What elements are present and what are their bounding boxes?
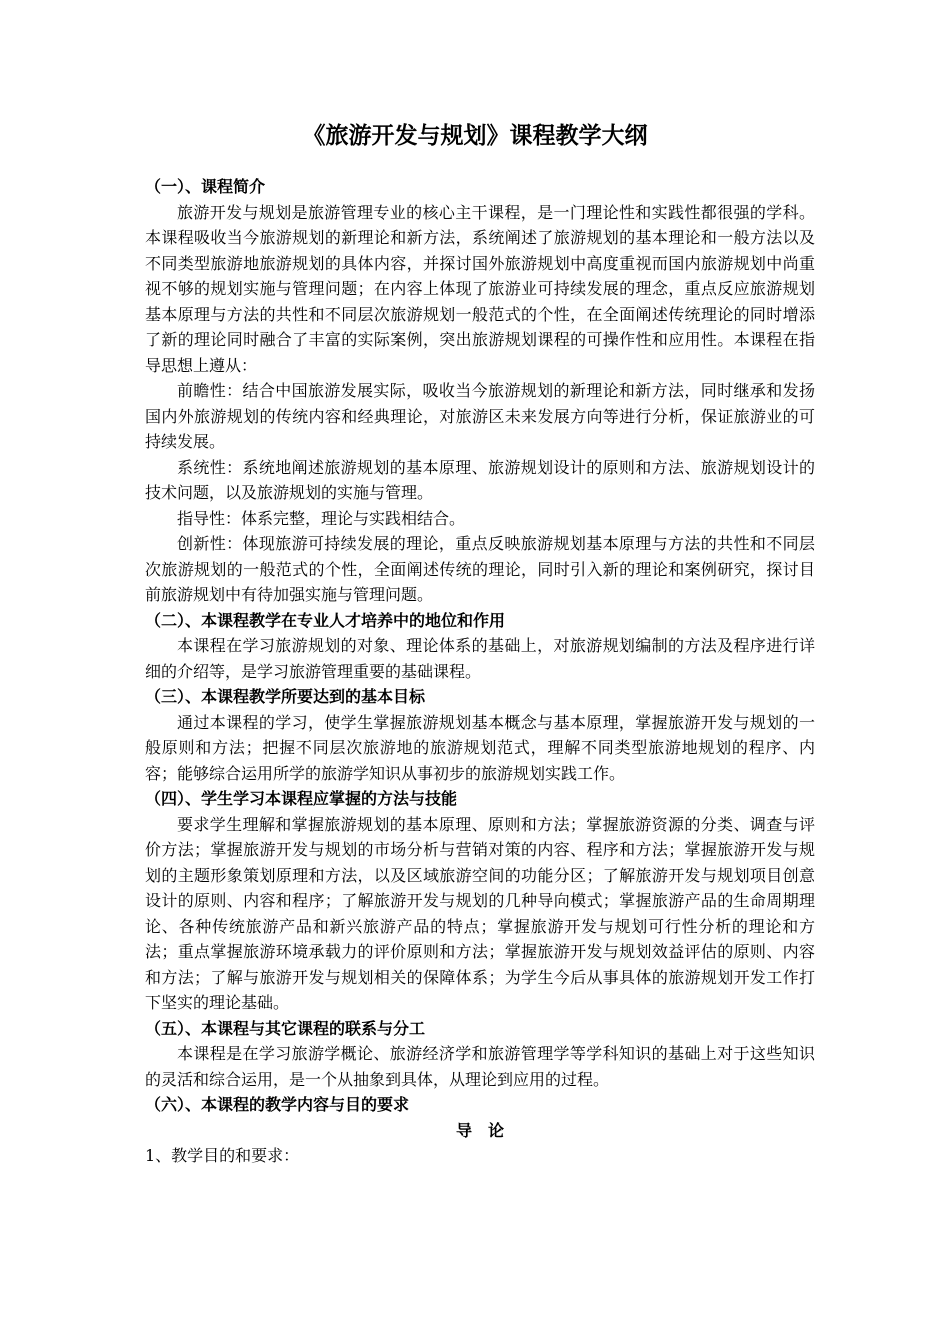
paragraph: 本课程在学习旅游规划的对象、理论体系的基础上，对旅游规划编制的方法及程序进行详细的介绍等，是学习旅游管理重要的基础课程。 [145, 636, 815, 681]
section-heading: （四）、学生学习本课程应掌握的方法与技能 [145, 789, 458, 808]
paragraph: 通过本课程的学习，使学生掌握旅游规划基本概念与基本原理，掌握旅游开发与规划的一般原则和方法；把握不同层次旅游地的旅游规划范式，理解不同类型旅游地规划的程序、内容；能够综合运用所学的旅游学知识从事初步的旅游规划实践工作。 [145, 712, 815, 783]
paragraph: 创新性：体现旅游可持续发展的理论，重点反映旅游规划基本原理与方法的共性和不同层次旅游规划的一般范式的个性，全面阐述传统的理论，同时引入新的理论和案例研究，探讨目前旅游规划中有待加强实施与管理问题。 [145, 534, 815, 604]
paragraph: 前瞻性：结合中国旅游发展实际，吸收当今旅游规划的新理论和新方法，同时继承和发扬国内外旅游规划的传统内容和经典理论，对旅游区未来发展方向等进行分析，保证旅游业的可持续发展。 [145, 381, 815, 451]
page-title: 《旅游开发与规划》课程教学大纲 [302, 122, 648, 149]
paragraph: 旅游开发与规划是旅游管理专业的核心主干课程，是一门理论性和实践性都很强的学科。本课程吸收当今旅游规划的新理论和新方法，系统阐述了旅游规划的基本理论和一般方法以及不同类型旅游地旅游规划的具体内容，并探讨国外旅游规划中高度重视而国内旅游规划中尚重视不够的规划实施与管理问题；在内容上体现了旅游业可持续发展的理念，重点反应旅游规划基本原理与方法的共性和不同层次旅游规划一般范式的个性，在全面阐述传统理论的同时增添了新的理论同时融合了丰富的实际案例，突出旅游规划课程的可操作性和应用性。本课程在指导思想上遵从： [145, 202, 815, 375]
chapter-heading: 导论 [455, 1120, 520, 1140]
section-heading: （一）、课程简介 [145, 177, 266, 196]
section-heading: （三）、本课程教学所要达到的基本目标 [145, 687, 426, 706]
paragraph: 系统性：系统地阐述旅游规划的基本原理、旅游规划设计的原则和方法、旅游规划设计的技术问题，以及旅游规划的实施与管理。 [145, 457, 815, 502]
paragraph: 要求学生理解和掌握旅游规划的基本原理、原则和方法；掌握旅游资源的分类、调查与评价方法；掌握旅游开发与规划的市场分析与营销对策的内容、程序和方法；掌握旅游开发与规划的主题形象策划原理和方法，以及区域旅游空间的功能分区；了解旅游开发与规划项目创意设计的原则、内容和程序；了解旅游开发与规划的几种导向模式；掌握旅游产品的生命周期理论、各种传统旅游产品和新兴旅游产品的特点；掌握旅游开发与规划可行性分析的理论和方法；重点掌握旅游环境承载力的评价原则和方法；掌握旅游开发与规划效益评估的原则、内容和方法；了解与旅游开发与规划相关的保障体系；为学生今后从事具体的旅游规划开发工作打下坚实的理论基础。 [145, 814, 815, 1012]
section-heading: （六）、本课程的教学内容与目的要求 [145, 1095, 410, 1114]
document-body [145, 174, 815, 1169]
list-item: 1、教学目的和要求： [145, 1146, 300, 1165]
paragraph: 本课程是在学习旅游学概论、旅游经济学和旅游管理学等学科知识的基础上对于这些知识的灵活和综合运用，是一个从抽象到具体，从理论到应用的过程。 [145, 1044, 815, 1089]
section-heading: （二）、本课程教学在专业人才培养中的地位和作用 [145, 610, 506, 630]
section-heading: （五）、本课程与其它课程的联系与分工 [145, 1018, 426, 1038]
paragraph: 指导性：体系完整，理论与实践相结合。 [177, 508, 466, 528]
